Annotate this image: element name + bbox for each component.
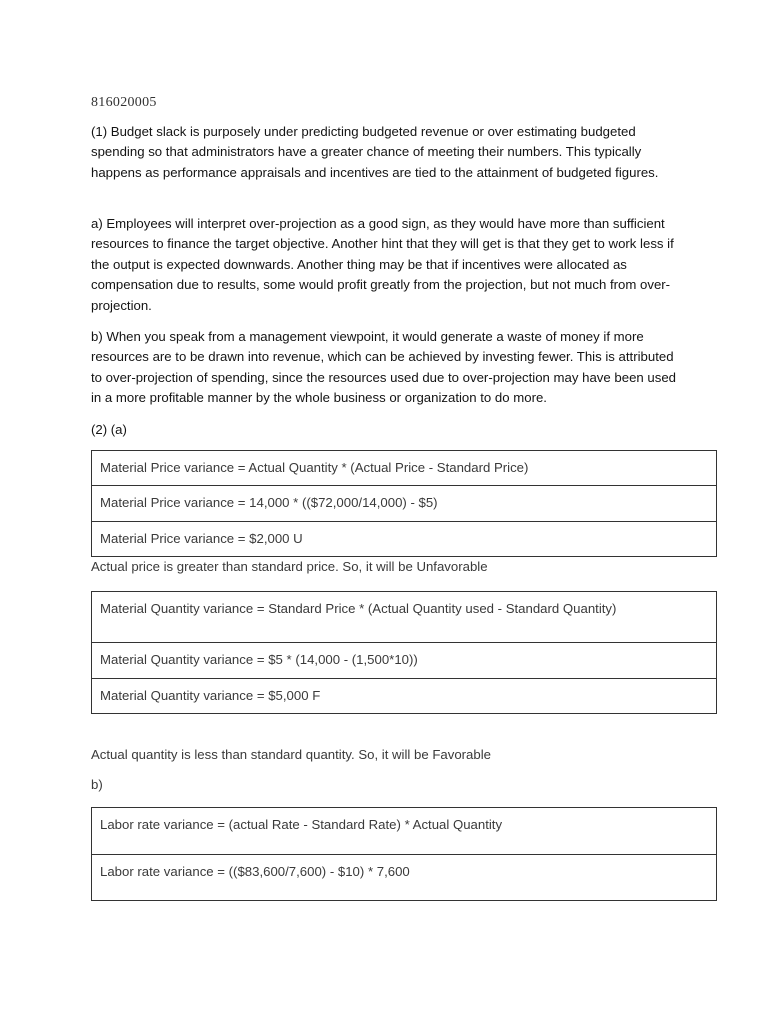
table-cell: Material Price variance = $2,000 U bbox=[100, 531, 303, 546]
table-row bbox=[92, 643, 717, 679]
table-cell: Labor rate variance = (($83,600/7,600) - $10) * 7,600 bbox=[100, 864, 410, 879]
table-cell: Labor rate variance = (actual Rate - Standard Rate) * Actual Quantity bbox=[100, 817, 503, 832]
material-quantity-note: Actual quantity is less than standard quantity. So, it will be Favorable bbox=[91, 747, 491, 762]
material-price-variance-table bbox=[91, 450, 717, 557]
table-row bbox=[92, 451, 717, 486]
table-row bbox=[92, 679, 717, 714]
labor-rate-variance-table bbox=[91, 807, 717, 901]
table-cell: Material Quantity variance = Standard Price * (Actual Quantity used - Standard Quantity) bbox=[100, 601, 617, 616]
q1-part-a-paragraph: a) Employees will interpret over-projection as a good sign, as they would have more than sufficient resources to finance the target objective. Another hint that they will get is that they get to work less if the output is expected downwards. Another thing may be that if incentives were allocated as compensation due to results, some would profit greatly from the projection, but not much from over-projection. bbox=[91, 216, 674, 313]
table-cell: Material Quantity variance = $5 * (14,000 - (1,500*10)) bbox=[100, 652, 418, 667]
table-row bbox=[92, 855, 717, 901]
table-cell: Material Price variance = 14,000 * (($72,000/14,000) - $5) bbox=[100, 495, 438, 510]
table-cell: Material Quantity variance = $5,000 F bbox=[100, 688, 321, 703]
q1-intro-paragraph: (1) Budget slack is purposely under predicting budgeted revenue or over estimating budgeted spending so that administrators have a greater chance of meeting their numbers. This typically happens as performance appraisals and incentives are tied to the attainment of budgeted figures. bbox=[91, 124, 659, 180]
student-id: 816020005 bbox=[91, 95, 157, 110]
q1-part-b-paragraph: b) When you speak from a management viewpoint, it would generate a waste of money if more resources are to be drawn into revenue, which can be achieved by investing fewer. This is attributed to over-projection of spending, since the resources used due to over-projection may have been used in a more profitable manner by the whole business or organization to do more. bbox=[91, 329, 676, 406]
material-price-note: Actual price is greater than standard price. So, it will be Unfavorable bbox=[91, 559, 488, 574]
table-row bbox=[92, 592, 717, 643]
table-cell: Material Price variance = Actual Quantity * (Actual Price - Standard Price) bbox=[100, 460, 529, 475]
table-row bbox=[92, 522, 717, 557]
table-row bbox=[92, 486, 717, 522]
material-quantity-variance-table bbox=[91, 591, 717, 714]
q2-heading: (2) (a) bbox=[91, 422, 127, 437]
q2-part-b-heading: b) bbox=[91, 777, 103, 792]
table-row bbox=[92, 808, 717, 855]
